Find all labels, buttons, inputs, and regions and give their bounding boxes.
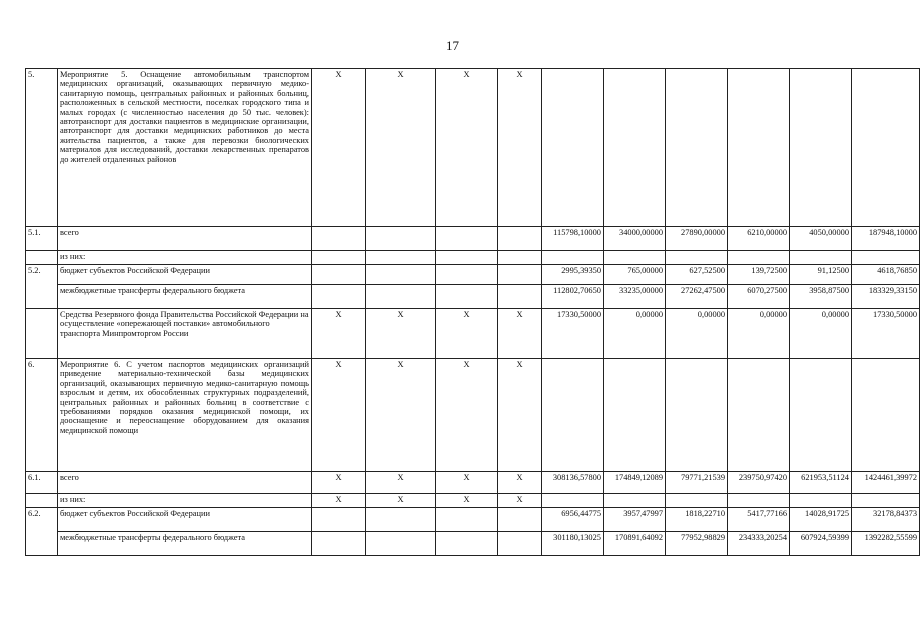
x-cell: X <box>436 472 498 494</box>
value-cell: 32178,84373 <box>852 508 920 532</box>
value-cell: 4050,00000 <box>790 227 852 251</box>
value-cell: 1424461,39972 <box>852 472 920 494</box>
x-cell: X <box>312 359 366 472</box>
value-cell: 34000,00000 <box>604 227 666 251</box>
row-description: всего <box>58 227 312 251</box>
value-cell: 77952,98829 <box>666 532 728 556</box>
table-row-5-1 <box>26 227 920 251</box>
row-description: межбюджетные трансферты федерального бюджета <box>58 285 312 309</box>
value-cell: 115798,10000 <box>542 227 604 251</box>
value-cell: 27890,00000 <box>666 227 728 251</box>
value-cell: 2995,39350 <box>542 265 604 285</box>
x-cell: X <box>498 472 542 494</box>
row-description: Средства Резервного фонда Правительства Российской Федерации на осуществление «опережающей поставки» автомобильного транспорта Минпромторгом России <box>58 309 312 359</box>
value-cell: 139,72500 <box>728 265 790 285</box>
row-description: межбюджетные трансферты федерального бюджета <box>58 532 312 556</box>
value-cell: 187948,10000 <box>852 227 920 251</box>
value-cell: 183329,33150 <box>852 285 920 309</box>
row-description: Мероприятие 5. Оснащение автомобильным транспортом медицинских организаций, оказывающих первичную медико-санитарную помощь, центральных районных и районных больниц, расположенных в сельской местности, поселках городского типа и малых городах (с численностью населения до 50 тыс. человек): автотранспорт для доставки пациентов в медицинские организации, автотранспорт для доставки медицинских работников до места жительства пациентов, а также для перевозки биологических материалов для исследований, доставки лекарственных препаратов до жителей отдаленных районов <box>58 69 312 227</box>
table-row-6-2b <box>26 532 920 556</box>
table-row-6-2a <box>26 508 920 532</box>
table-row-5-reserve <box>26 309 920 359</box>
value-cell: 17330,50000 <box>852 309 920 359</box>
value-cell: 301180,13025 <box>542 532 604 556</box>
x-cell: X <box>498 69 542 227</box>
x-cell: X <box>436 494 498 508</box>
x-cell: X <box>498 359 542 472</box>
row-description: всего <box>58 472 312 494</box>
value-cell: 1818,22710 <box>666 508 728 532</box>
x-cell: X <box>498 494 542 508</box>
value-cell: 3958,87500 <box>790 285 852 309</box>
value-cell: 0,00000 <box>790 309 852 359</box>
value-cell: 33235,00000 <box>604 285 666 309</box>
value-cell: 627,52500 <box>666 265 728 285</box>
row-number: 5.2. <box>26 265 58 309</box>
table-row-5 <box>26 69 920 227</box>
value-cell: 3957,47997 <box>604 508 666 532</box>
table-row-6 <box>26 359 920 472</box>
table-row-5-2b <box>26 285 920 309</box>
value-cell: 170891,64092 <box>604 532 666 556</box>
value-cell: 621953,51124 <box>790 472 852 494</box>
x-cell: X <box>312 472 366 494</box>
row-description: Мероприятие 6. С учетом паспортов медицинских организаций приведение материально-технической базы медицинских организаций, оказывающих первичную медико-санитарную помощь взрослым и детям, их обособленных структурных подразделений, центральных районных и районных больниц в соответствие с требованиями порядков оказания медицинской помощи, их дооснащение и переоснащение оборудованием для оказания медицинской помощи <box>58 359 312 472</box>
value-cell: 308136,57800 <box>542 472 604 494</box>
row-description: из них: <box>58 494 312 508</box>
row-number: 5. <box>26 69 58 227</box>
table-row-5-2a <box>26 265 920 285</box>
table-row-6-1 <box>26 472 920 494</box>
value-cell: 6070,27500 <box>728 285 790 309</box>
value-cell: 607924,59399 <box>790 532 852 556</box>
x-cell: X <box>312 69 366 227</box>
row-number: 6.1. <box>26 472 58 494</box>
value-cell: 1392282,55599 <box>852 532 920 556</box>
x-cell: X <box>366 309 436 359</box>
row-description: бюджет субъектов Российской Федерации <box>58 508 312 532</box>
value-cell: 112802,70650 <box>542 285 604 309</box>
x-cell: X <box>366 359 436 472</box>
table-row-6-iz <box>26 494 920 508</box>
value-cell: 5417,77166 <box>728 508 790 532</box>
row-description: бюджет субъектов Российской Федерации <box>58 265 312 285</box>
value-cell: 174849,12089 <box>604 472 666 494</box>
value-cell: 17330,50000 <box>542 309 604 359</box>
value-cell: 4618,76850 <box>852 265 920 285</box>
value-cell: 0,00000 <box>604 309 666 359</box>
x-cell: X <box>498 309 542 359</box>
row-description: из них: <box>58 251 312 265</box>
value-cell: 0,00000 <box>666 309 728 359</box>
row-number: 5.1. <box>26 227 58 251</box>
x-cell: X <box>436 69 498 227</box>
budget-table <box>25 68 920 556</box>
value-cell: 6210,00000 <box>728 227 790 251</box>
x-cell: X <box>312 309 366 359</box>
value-cell: 79771,21539 <box>666 472 728 494</box>
value-cell: 234333,20254 <box>728 532 790 556</box>
x-cell: X <box>366 69 436 227</box>
value-cell: 14028,91725 <box>790 508 852 532</box>
value-cell: 27262,47500 <box>666 285 728 309</box>
value-cell: 0,00000 <box>728 309 790 359</box>
x-cell: X <box>366 472 436 494</box>
table-row-5-iz <box>26 251 920 265</box>
x-cell: X <box>436 309 498 359</box>
page-number: 17 <box>446 38 459 53</box>
value-cell: 91,12500 <box>790 265 852 285</box>
row-number: 6. <box>26 359 58 472</box>
x-cell: X <box>312 494 366 508</box>
value-cell: 765,00000 <box>604 265 666 285</box>
x-cell: X <box>366 494 436 508</box>
x-cell: X <box>436 359 498 472</box>
value-cell: 239750,97420 <box>728 472 790 494</box>
value-cell: 6956,44775 <box>542 508 604 532</box>
row-number: 6.2. <box>26 508 58 556</box>
